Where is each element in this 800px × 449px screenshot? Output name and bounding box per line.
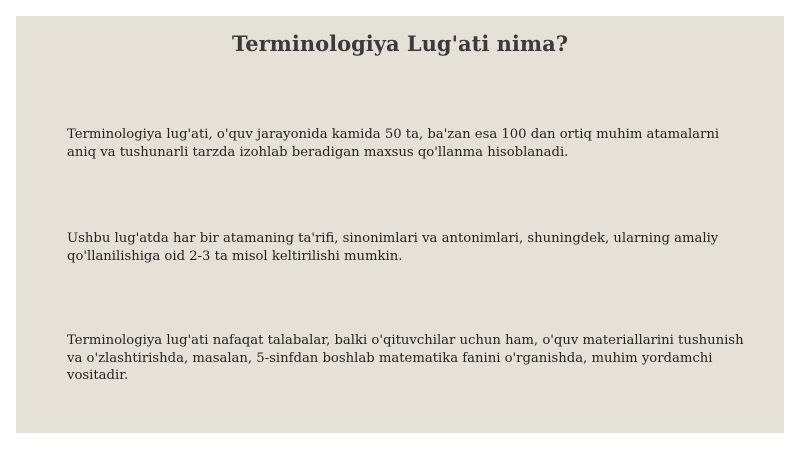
paragraph-definition: Terminologiya lug'ati, o'quv jarayonida kamida 50 ta, ba'zan esa 100 dan ortiq muhim atamalarni aniq va tushunarli tarzda izohlab beradigan maxsus qo'llanma hisoblanadi. <box>67 127 720 160</box>
slide-title: Terminologiya Lug'ati nima? <box>232 31 568 56</box>
paragraph-contents: Ushbu lug'atda har bir atamaning ta'rifi, sinonimlari va antonimlari, shuningdek, ularning amaliy qo'llanilishiga oid 2-3 ta misol keltirilishi mumkin. <box>67 231 719 264</box>
slide <box>16 16 784 433</box>
paragraph-usage: Terminologiya lug'ati nafaqat talabalar, balki o'qituvchilar uchun ham, o'quv materiallarini tushunish va o'zlashtirishda, masalan, 5-sinfdan boshlab matematika fanini o'rganishda, muhim yordamchi vositadir. <box>67 333 744 383</box>
